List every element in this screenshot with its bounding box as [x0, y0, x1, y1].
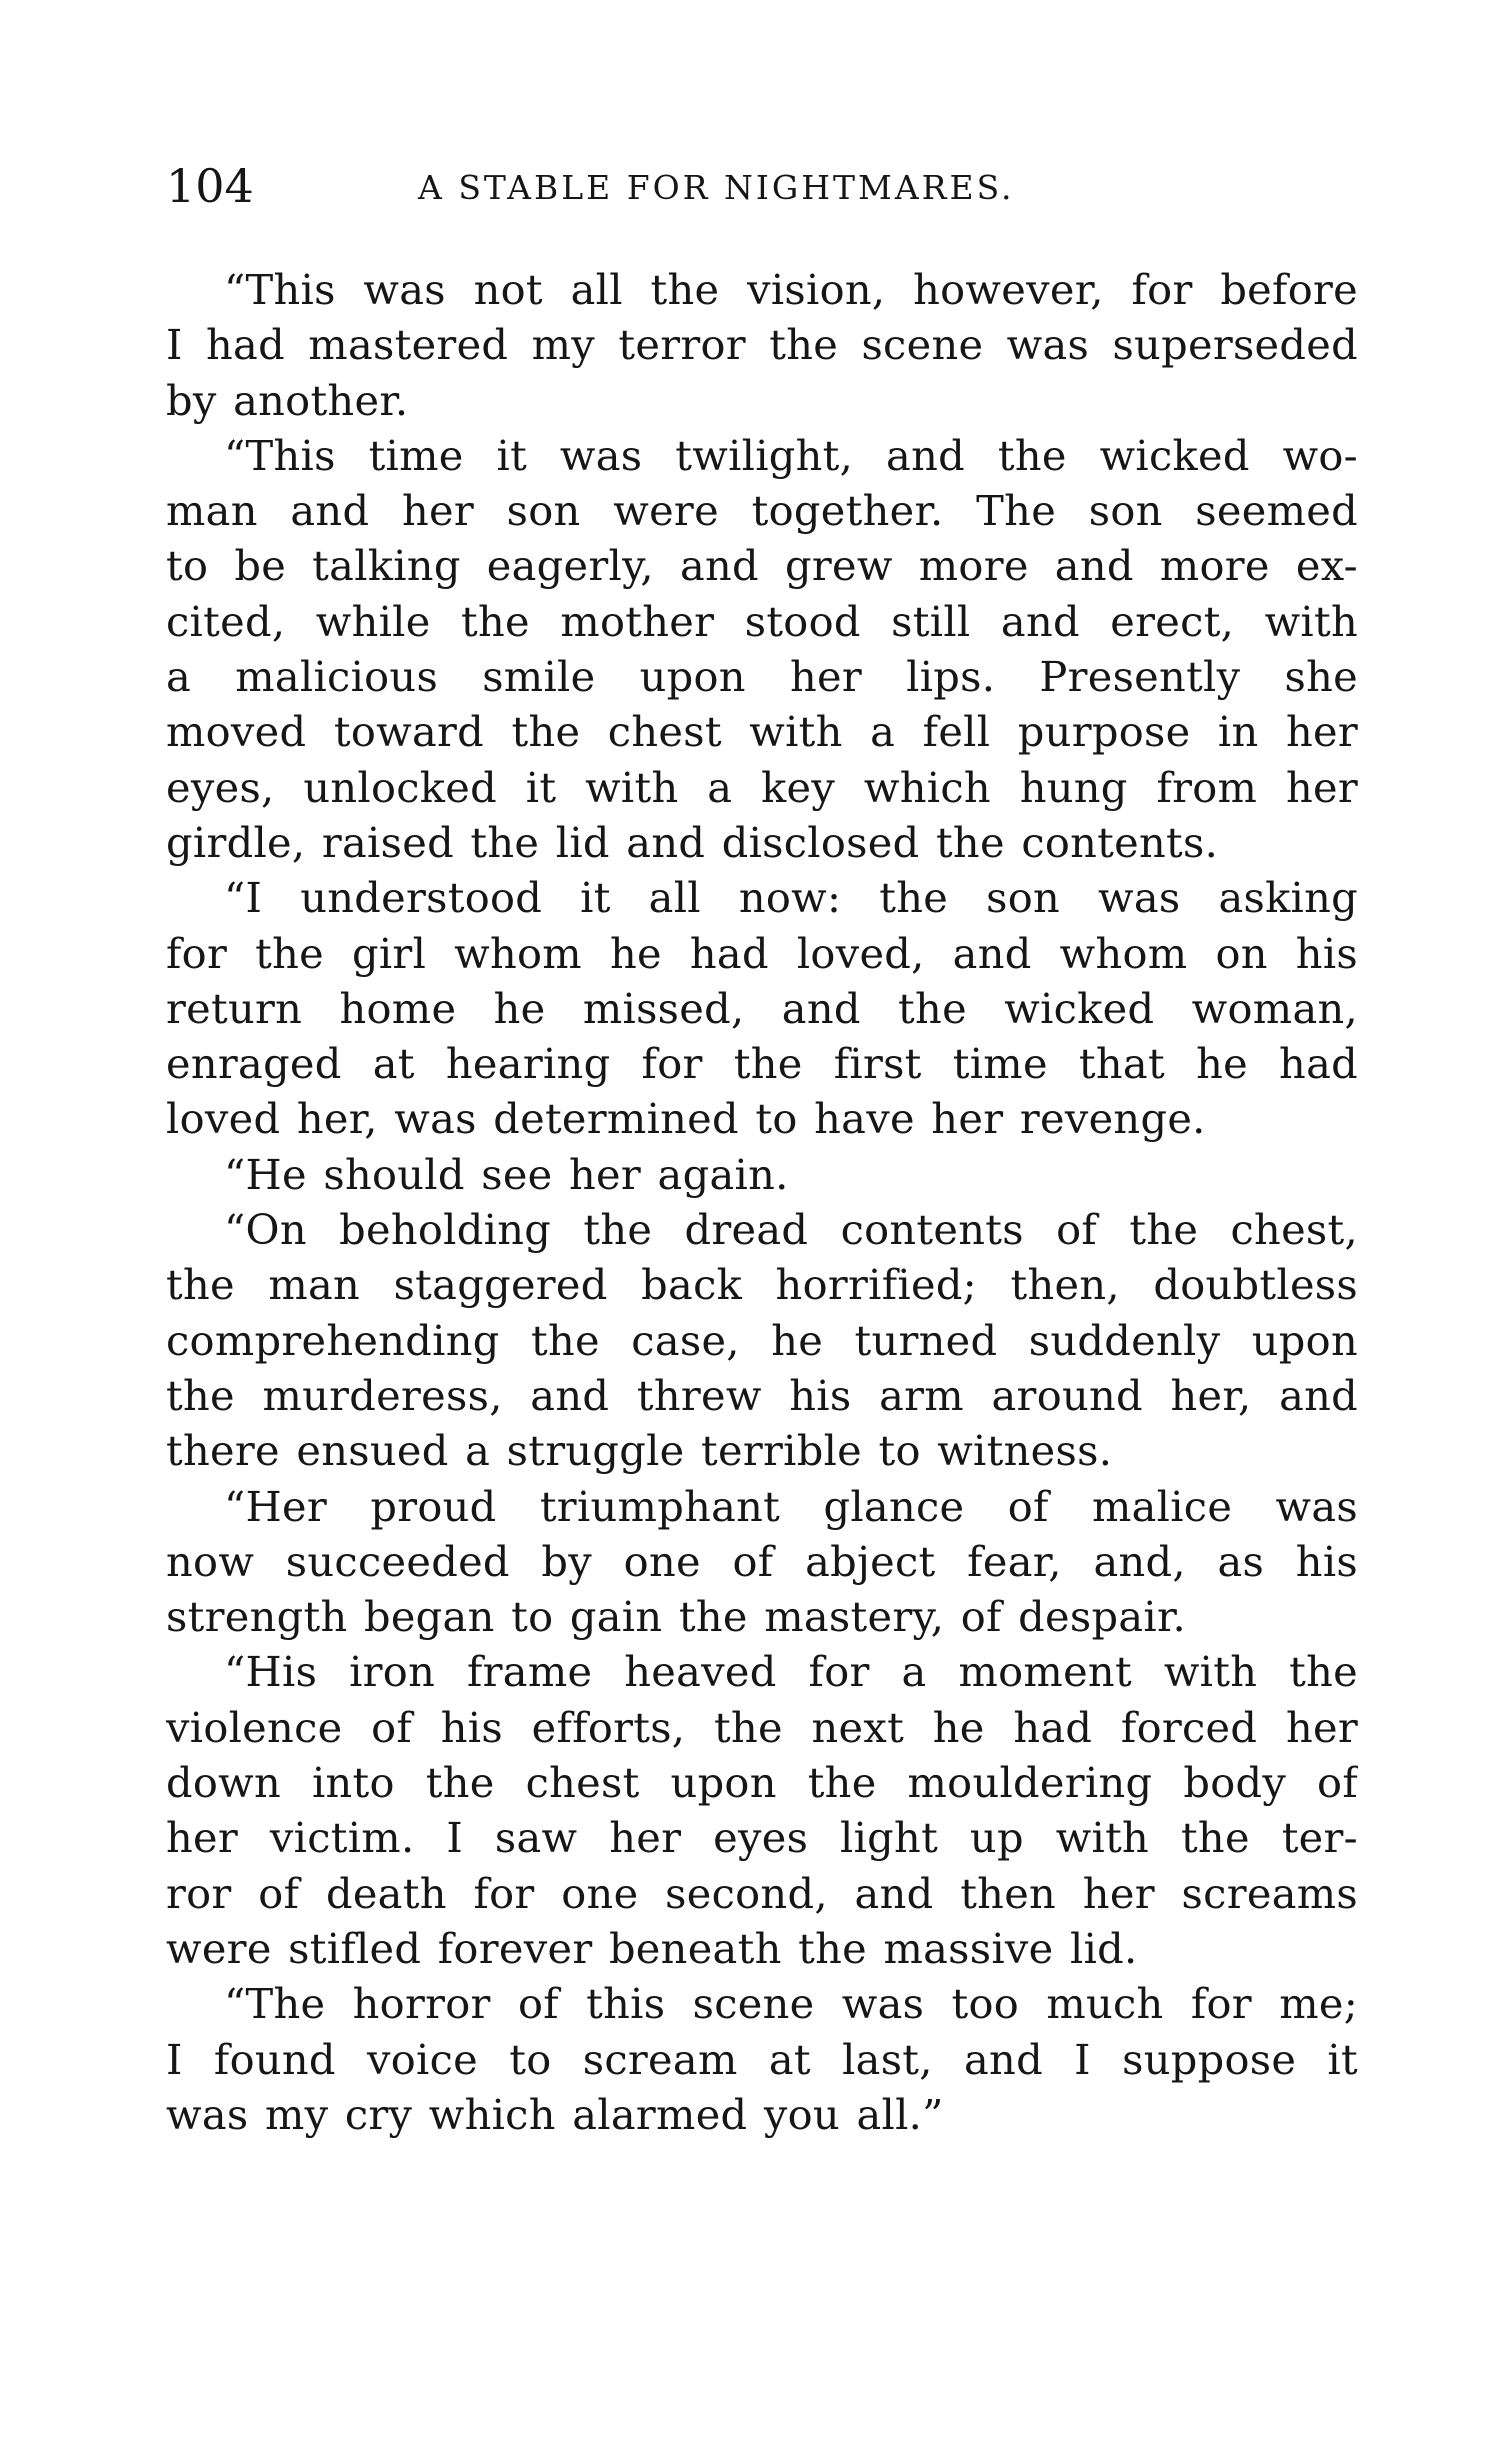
text-line: comprehending the case, he turned suddenly upon [166, 1315, 1358, 1365]
text-line: by another. [166, 375, 409, 425]
text-line: now succeeded by one of abject fear, and, as his [166, 1536, 1358, 1586]
running-head [166, 150, 1106, 222]
text-line: loved her, was determined to have her revenge. [166, 1094, 1206, 1144]
text-line: strength began to gain the mastery, of despair. [166, 1592, 1187, 1642]
running-title: A STABLE FOR NIGHTMARES. [418, 168, 1015, 207]
text-line: the man staggered back horrified; then, doubtless [166, 1260, 1358, 1310]
text-line: “This time it was twilight, and the wicked wo- [224, 430, 1358, 480]
text-line: were stifled forever beneath the massive lid. [166, 1923, 1138, 1973]
text-line: for the girl whom he had loved, and whom on his [166, 928, 1358, 978]
body-text [166, 262, 1358, 2142]
text-line: enraged at hearing for the first time that he had [166, 1039, 1358, 1089]
text-line: there ensued a struggle terrible to witness. [166, 1426, 1113, 1476]
text-line: girdle, raised the lid and disclosed the contents. [166, 817, 1219, 867]
text-line: “Her proud triumphant glance of malice was [224, 1481, 1358, 1531]
text-line: her victim. I saw her eyes light up with the ter- [166, 1813, 1358, 1863]
text-line: I found voice to scream at last, and I suppose it [166, 2034, 1358, 2084]
text-line: “His iron frame heaved for a moment with the [224, 1647, 1358, 1697]
text-line: eyes, unlocked it with a key which hung from her [166, 762, 1358, 812]
text-line: the murderess, and threw his arm around her, and [166, 1370, 1358, 1420]
text-line: “The horror of this scene was too much for me; [224, 1979, 1358, 2029]
text-line: cited, while the mother stood still and erect, with [166, 596, 1358, 646]
text-line: “He should see her again. [224, 1149, 789, 1199]
page-number: 104 [166, 159, 254, 213]
text-line: return home he missed, and the wicked woman, [166, 983, 1358, 1033]
text-line: “This was not all the vision, however, for before [224, 265, 1358, 314]
text-line: moved toward the chest with a fell purpose in her [166, 707, 1358, 757]
text-line: ror of death for one second, and then her screams [166, 1868, 1358, 1918]
text-line: “I understood it all now: the son was asking [224, 873, 1358, 923]
text-line: down into the chest upon the mouldering body of [166, 1758, 1358, 1808]
text-line: violence of his efforts, the next he had forced her [166, 1702, 1358, 1752]
text-line: a malicious smile upon her lips. Presently she [166, 652, 1358, 702]
text-line: I had mastered my terror the scene was superseded [166, 320, 1358, 370]
text-line: to be talking eagerly, and grew more and more ex- [166, 541, 1358, 591]
text-line: man and her son were together. The son seemed [166, 486, 1358, 536]
text-line: “On beholding the dread contents of the chest, [224, 1205, 1358, 1255]
text-line: was my cry which alarmed you all.” [166, 2089, 944, 2139]
